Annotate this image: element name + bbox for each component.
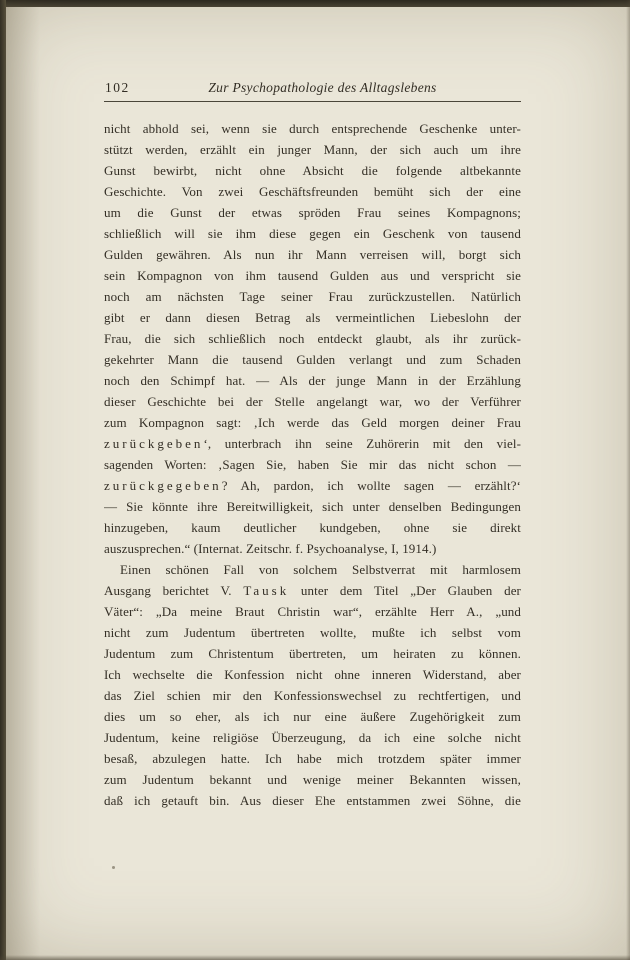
text-line: Judentum, keine religiöse Überzeugung, da ich eine solche nicht	[104, 730, 521, 745]
scan-edge-top	[0, 0, 630, 7]
text-line: gibt er dann diesen Betrag als vermeintlichen Liebeslohn der	[104, 310, 521, 325]
scan-speck	[112, 866, 115, 869]
text-line: Ich wechselte die Konfession nicht ohne inneren Widerstand, aber	[104, 667, 521, 682]
text-line: Ausgang berichtet V. Tausk unter dem Titel „Der Glauben der	[104, 583, 521, 598]
text-line: Väter“: „Da meine Braut Christin war“, erzählte Herr A., „und	[104, 604, 521, 619]
text-line: um die Gunst der etwas spröden Frau seines Kompagnons;	[104, 205, 521, 220]
text-line: — Sie könnte ihre Bereitwilligkeit, sich unter denselben Bedingungen	[104, 499, 521, 514]
text-line: schließlich will sie ihm diese gegen ein Geschenk von tausend	[104, 226, 521, 241]
text-line: noch am nächsten Tage seiner Frau zurückzustellen. Natürlich	[104, 289, 521, 304]
scan-edge-left	[0, 0, 6, 960]
page-number: 102	[105, 80, 130, 95]
text-line: nicht zum Judentum übertreten wollte, mußte ich selbst vom	[104, 625, 521, 640]
scan-edge-right	[626, 0, 630, 960]
letterspaced-text: zurückgeben	[104, 436, 204, 451]
letterspaced-text: zurückgegeben	[104, 478, 222, 493]
text-line: Judentum zum Christentum übertreten, um heiraten zu können.	[104, 646, 521, 661]
text-line: hinzugeben, kaum deutlicher kundgeben, ohne sie direkt	[104, 520, 521, 535]
text-line: stützt werden, erzählt ein junger Mann, der sich auch um ihre	[104, 142, 521, 157]
text-line: zurückgeben‘, unterbrach ihn seine Zuhörerin mit den viel-	[104, 436, 521, 451]
text-line: Geschichte. Von zwei Geschäftsfreunden bemüht sich der eine	[104, 184, 521, 199]
header-rule	[104, 101, 521, 102]
text-line: dies um so eher, als ich nur eine äußere Zugehörigkeit zum	[104, 709, 521, 724]
page-content	[104, 80, 521, 811]
text-line: sagenden Worten: ‚Sagen Sie, haben Sie mir das nicht schon —	[104, 457, 521, 472]
page-header	[104, 80, 521, 96]
text-line: dieser Geschichte bei der Stelle angelangt war, wo der Verführer	[104, 394, 521, 409]
text-line: zum Kompagnon sagt: ‚Ich werde das Geld morgen deiner Frau	[104, 415, 521, 430]
text-line: zurückgegeben? Ah, pardon, ich wollte sagen — erzählt?‘	[104, 478, 521, 493]
text-block	[104, 118, 521, 811]
text-line: zum Judentum bekannt und wenige meiner Bekannten wissen,	[104, 772, 521, 787]
scan-fold-shadow	[6, 0, 40, 960]
text-line: gekehrter Mann die tausend Gulden verlangt und zum Schaden	[104, 352, 521, 367]
paragraph	[104, 559, 521, 811]
text-line: nicht abhold sei, wenn sie durch entsprechende Geschenke unter-	[104, 121, 521, 136]
text-line: Einen schönen Fall von solchem Selbstverrat mit harmlosem	[120, 562, 521, 577]
paragraph	[104, 118, 521, 559]
text-line: sein Kompagnon von ihm tausend Gulden aus und verspricht sie	[104, 268, 521, 283]
running-title: Zur Psychopathologie des Alltagslebens	[208, 80, 437, 95]
text-line: Gulden gewähren. Als nun ihr Mann verreisen will, borgt sich	[104, 247, 521, 262]
letterspaced-text: Tausk	[243, 583, 290, 598]
text-line: besaß, abzulegen hatte. Ich habe mich trotzdem später immer	[104, 751, 521, 766]
text-line: auszusprechen.“ (Internat. Zeitschr. f. Psychoanalyse, I, 1914.)	[104, 541, 437, 556]
text-line: daß ich getauft bin. Aus dieser Ehe entstammen zwei Söhne, die	[104, 793, 521, 808]
text-line: Frau, die sich schließlich noch entdeckt glaubt, als ihr zurück-	[104, 331, 521, 346]
text-line: das Ziel schien mir den Konfessionswechsel zu rechtfertigen, und	[104, 688, 521, 703]
text-line: Gunst bewirbt, nicht ohne Absicht die folgende altbekannte	[104, 163, 521, 178]
scan-edge-bottom	[0, 955, 630, 960]
text-line: noch den Schimpf hat. — Als der junge Mann in der Erzählung	[104, 373, 521, 388]
